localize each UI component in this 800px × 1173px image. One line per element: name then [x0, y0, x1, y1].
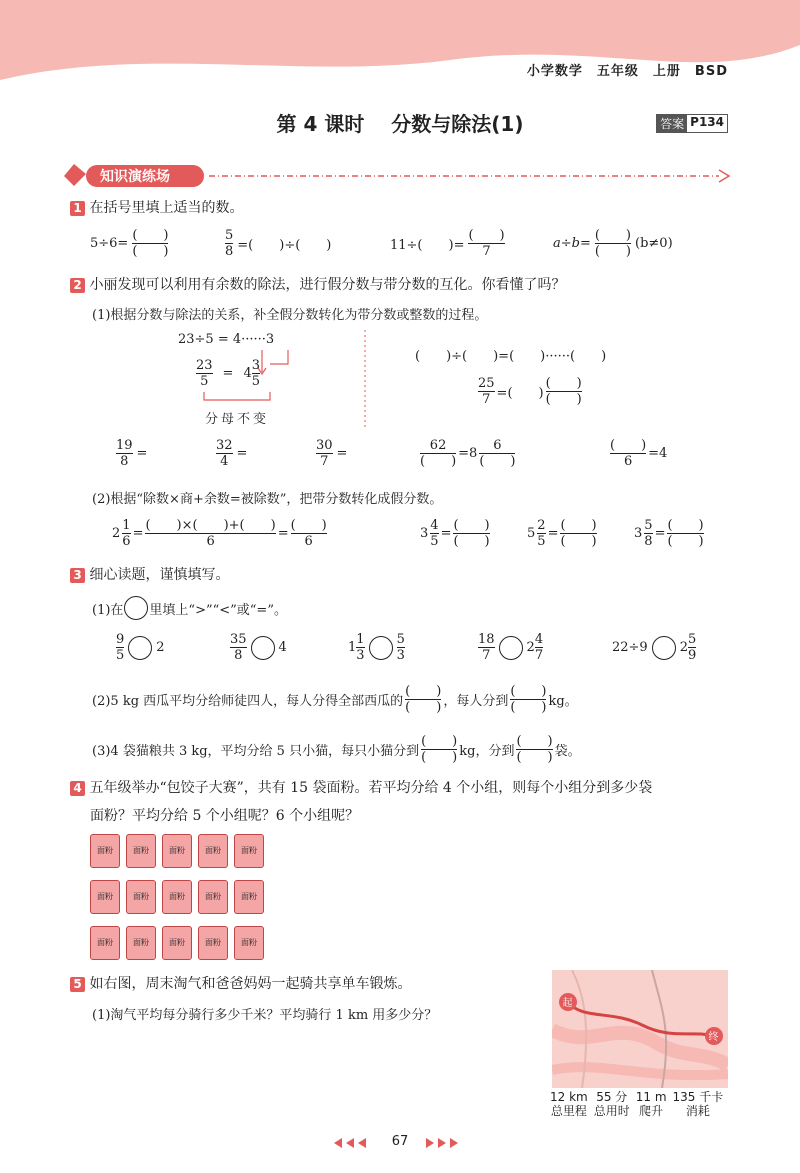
q3-compare-2: $\frac{35}{8}$ 4 [230, 632, 287, 663]
q1-expr-a [90, 228, 168, 259]
compare-circle-2[interactable] [251, 636, 275, 660]
q1-number: 1 [70, 201, 85, 216]
q2-example-fraction [196, 358, 260, 389]
q2-row-4[interactable]: $\frac{62}{( )}$ =8 $\frac{6}{( )}$ [420, 438, 516, 469]
q3-part1: (1)在 里填上“>”“<”或“=”。 [92, 596, 287, 620]
flour-bags [90, 834, 262, 960]
q2-b2-frac: $\frac{25}{7}$ [478, 376, 495, 407]
q1-text: 在括号里填上适当的数。 [89, 200, 244, 216]
q3-number: 3 [70, 568, 85, 583]
q3-p2-blank-2[interactable]: $\frac{( )}{( )}$ [510, 684, 547, 715]
q2-text: 小丽发现可以利用有余数的除法，进行假分数与带分数的互化。你看懂了吗？ [89, 277, 566, 293]
q2-example-note: 分母不变 [205, 412, 270, 427]
q3-heading [70, 565, 229, 585]
header-info: 小学数学 五年级 上册 BSD [526, 64, 728, 79]
q2-part1: (1)根据分数与除法的关系，补全假分数转化为带分数或整数的过程。 [92, 308, 488, 323]
q3-p3-blank-1[interactable]: $\frac{( )}{( )}$ [421, 734, 458, 765]
q2-mixed-3[interactable]: 5 $\frac{2}{5}$ = $\frac{( )}{( )}$ [527, 518, 597, 549]
flour-bag-icon: 面粉 [198, 880, 228, 914]
q2-ex-mixed: $\frac{3}{5}$ [251, 358, 261, 389]
q5-text: 如右图，周末淘气和爸爸妈妈一起骑共享单车锻炼。 [89, 976, 412, 992]
q2-blank-convert [478, 376, 582, 407]
map-end-label: 终 [708, 1032, 719, 1043]
q1-d-left: a÷b= [553, 236, 591, 251]
q1-heading [70, 198, 243, 218]
q1-b-right[interactable]: =( )÷( ) [237, 238, 332, 253]
flour-bag-icon: 面粉 [234, 880, 264, 914]
q2-b2-mixed[interactable]: $\frac{( )}{( )}$ [545, 376, 582, 407]
q1-expr-b [225, 228, 331, 259]
q3-compare-4: $\frac{18}{7}$ 2 $\frac{4}{7}$ [478, 632, 544, 663]
q1-a-frac[interactable]: $\frac{( )}{( )}$ [132, 228, 169, 259]
q3-compare-1: $\frac{9}{5}$ 2 [116, 632, 165, 663]
q2-mixed-2[interactable]: 3 $\frac{4}{5}$ = $\frac{( )}{( )}$ [420, 518, 490, 549]
q2-part2: (2)根据“除数×商+余数=被除数”，把带分数转化成假分数。 [92, 492, 443, 507]
stat-time: 55 分 总用时 [593, 1090, 630, 1118]
q2-divider [364, 330, 366, 430]
q5-number: 5 [70, 977, 85, 992]
flour-bag-icon: 面粉 [162, 880, 192, 914]
flour-bag-icon: 面粉 [234, 834, 264, 868]
map-start-label: 起 [562, 998, 573, 1009]
q3-text: 细心读题，谨慎填写。 [89, 567, 230, 583]
flour-bag-icon: 面粉 [126, 834, 156, 868]
q2-b2-mid[interactable]: =( ) [496, 386, 544, 401]
q5-part1: (1)淘气平均每分骑行多少千米？平均骑行 1 km 用多少分？ [92, 1008, 438, 1023]
q3-part3: (3)4 袋猫粮共 3 kg，平均分给 5 只小猫，每只小猫分到 $\frac{( )}{( )}$ kg，分到 $\frac{( )}{( )}$ 袋。 [92, 734, 581, 765]
flour-bag-icon: 面粉 [234, 926, 264, 960]
header-wave [0, 0, 800, 95]
q2-row-1: $\frac{19}{8}$ = [116, 438, 148, 469]
q2-ex-whole: 4 [243, 366, 252, 381]
q2-row-3: $\frac{30}{7}$ = [316, 438, 348, 469]
q1-a-left: 5÷6= [90, 236, 129, 251]
flour-bag-icon: 面粉 [90, 926, 120, 960]
compare-circle-4[interactable] [499, 636, 523, 660]
flour-bag-icon: 面粉 [126, 880, 156, 914]
q2-mixed-1[interactable]: 2 $\frac{1}{6}$ = $\frac{( )\times( )+( )}{6}$ = $\frac{( )}{6}$ [112, 518, 327, 549]
q1-expr-d [553, 228, 673, 259]
flour-bag-icon: 面粉 [162, 834, 192, 868]
compare-circle-5[interactable] [652, 636, 676, 660]
q5-heading [70, 974, 411, 994]
q3-p3-blank-2[interactable]: $\frac{( )}{( )}$ [516, 734, 553, 765]
stat-climb: 11 m 爬升 [635, 1090, 667, 1118]
flour-bag-icon: 面粉 [198, 926, 228, 960]
q1-d-note: (b≠0) [635, 236, 673, 251]
q1-d-frac[interactable]: $\frac{( )}{( )}$ [594, 228, 632, 259]
flour-bag-icon: 面粉 [162, 926, 192, 960]
compare-circle-1[interactable] [128, 636, 152, 660]
flour-bag-icon: 面粉 [90, 880, 120, 914]
stat-calories: 135 千卡 消耗 [672, 1090, 724, 1118]
q4-number: 4 [70, 781, 85, 796]
q2-mixed-4[interactable]: 3 $\frac{5}{8}$ = $\frac{( )}{( )}$ [634, 518, 704, 549]
q4-heading [70, 778, 652, 798]
q2-number: 2 [70, 278, 85, 293]
q1-c-frac[interactable]: $\frac{( )}{7}$ [468, 228, 505, 259]
stat-distance: 12 km 总里程 [550, 1090, 588, 1118]
page-title: 第 4 课时 分数与除法(1) [276, 112, 524, 136]
q2-ex-eq: = [222, 366, 234, 381]
q3-compare-5: 22÷9 2 $\frac{5}{9}$ [612, 632, 697, 663]
compare-circle-3[interactable] [369, 636, 393, 660]
q2-example-division: 23÷5 = 4······3 [178, 332, 275, 347]
answer-ref [656, 114, 728, 133]
prev-arrows-icon [332, 1136, 380, 1150]
q4-text-1: 五年级举办“包饺子大赛”，共有 15 袋面粉。若平均分给 4 个小组，则每个小组分到多少袋 [89, 780, 653, 796]
q3-part2: (2)5 kg 西瓜平均分给师徒四人，每人分得全部西瓜的 $\frac{( )}{( )}$ ，每人分到 $\frac{( )}{( )}$ kg。 [92, 684, 578, 715]
circle-icon [124, 596, 148, 620]
q1-c-left[interactable]: 11÷( )= [390, 238, 465, 253]
q2-row-5[interactable]: $\frac{( )}{6}$ =4 [610, 438, 668, 469]
bike-stats [550, 1090, 723, 1118]
q3-compare-3: 1 $\frac{1}{3}$ $\frac{5}{3}$ [348, 632, 405, 663]
page-number: 67 [391, 1134, 409, 1149]
q2-ex-frac: $\frac{23}{5}$ [196, 358, 213, 389]
next-arrows-icon [424, 1136, 472, 1150]
answer-label: 答案 [657, 115, 687, 132]
q3-p2-blank-1[interactable]: $\frac{( )}{( )}$ [405, 684, 442, 715]
q2-row-2: $\frac{32}{4}$ = [216, 438, 248, 469]
q2-blank-division[interactable]: ( )÷( )=( )······( ) [415, 349, 607, 364]
flour-bag-icon: 面粉 [90, 834, 120, 868]
q1-expr-c [390, 228, 505, 259]
q2-example-bracket [200, 392, 280, 406]
answer-page: P134 [690, 115, 724, 129]
q4-text-2: 面粉？平均分给 5 个小组呢？6 个小组呢？ [90, 808, 360, 824]
flour-bag-icon: 面粉 [126, 926, 156, 960]
q1-b-frac: $\frac{5}{8}$ [225, 228, 234, 259]
section-title: 知识演练场 [100, 169, 170, 185]
q2-heading [70, 275, 565, 295]
flour-bag-icon: 面粉 [198, 834, 228, 868]
